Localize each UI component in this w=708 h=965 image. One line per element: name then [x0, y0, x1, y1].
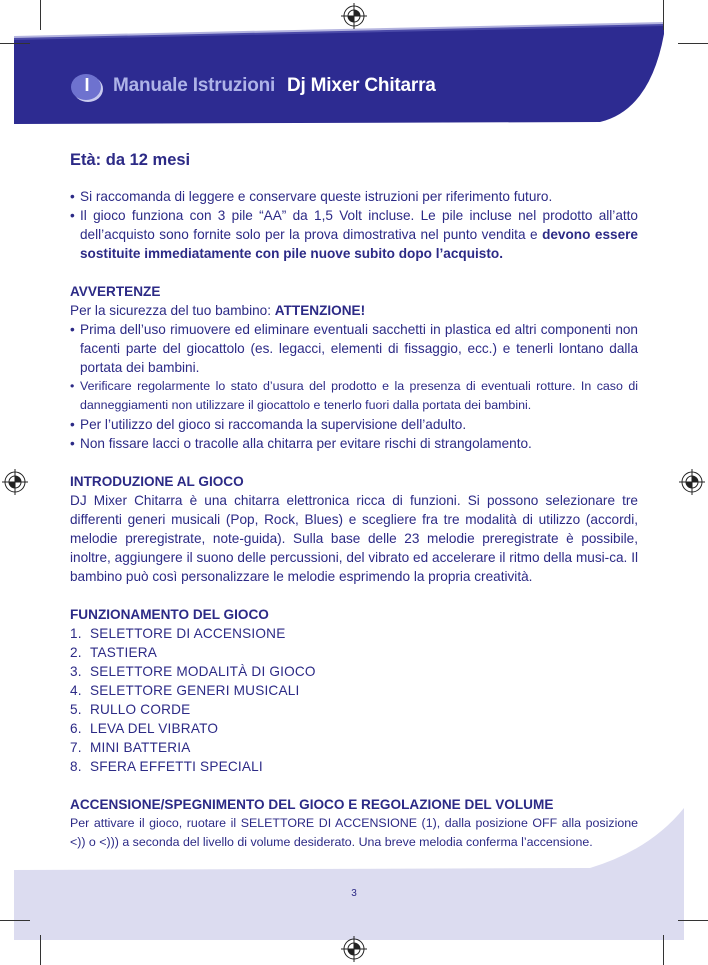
registration-mark-icon — [341, 936, 367, 962]
function-title: FUNZIONAMENTO DEL GIOCO — [70, 607, 269, 622]
registration-mark-icon — [2, 469, 28, 495]
list-item: 8. SFERA EFFETTI SPECIALI — [70, 759, 263, 774]
crop-mark — [663, 935, 664, 965]
registration-mark-icon — [341, 3, 367, 29]
warnings-title: AVVERTENZE — [70, 284, 161, 299]
list-item: 6. LEVA DEL VIBRATO — [70, 721, 219, 736]
crop-mark — [40, 0, 41, 30]
registration-mark-icon — [679, 469, 705, 495]
crop-mark — [0, 920, 30, 921]
age-heading: Età: da 12 mesi — [70, 151, 191, 169]
warnings-lead: Per la sicurezza del tuo bambino: ATTENZIONE! — [70, 303, 366, 318]
crop-mark — [663, 0, 664, 30]
product-title: Dj Mixer Chitarra — [287, 75, 436, 96]
list-item: 3. SELETTORE MODALITÀ DI GIOCO — [70, 664, 316, 679]
language-badge-label: I — [84, 75, 90, 95]
warning-item: • Verificare regolarmente lo stato d’usura del prodotto e la presenza di eventuali rotture. In caso di danneggiamenti non utilizzare il giocattolo e tenerlo fuori dalla portata dei bambini. — [70, 377, 638, 415]
list-item: 5. RULLO CORDE — [70, 702, 191, 717]
power-title: ACCENSIONE/SPEGNIMENTO DEL GIOCO E REGOLAZIONE DEL VOLUME — [70, 797, 554, 812]
crop-mark — [40, 935, 41, 965]
list-item: 4. SELETTORE GENERI MUSICALI — [70, 683, 300, 698]
intro-bullet: • Si raccomanda di leggere e conservare queste istruzioni per riferimento futuro. — [70, 187, 638, 206]
power-paragraph: Per attivare il gioco, ruotare il SELETTORE DI ACCENSIONE (1), dalla posizione OFF alla posizione <)) o <))) a seconda del livello di volume desiderato. Una breve melodia conferma l’accensione. — [70, 816, 638, 849]
intro-paragraph: DJ Mixer Chitarra è una chitarra elettronica ricca di funzioni. Si possono selezionare tre differenti generi musicali (Pop, Rock, Blues) e scegliere fra tre modalità di utilizzo (accordi, melodie preregistrate, note-guida). Sulla base delle 23 melodie preregistrate è possibile, inoltre, aggiungere il suono delle percussioni, del vibrato ed accelerare il ritmo della musi-ca. Il bambino può così personalizzare le melodie esprimendo la propria creatività. — [70, 493, 638, 584]
document-body — [70, 150, 638, 852]
manual-label: Manuale Istruzioni — [113, 75, 276, 96]
list-item: 1. SELETTORE DI ACCENSIONE — [70, 626, 286, 641]
list-item: 7. MINI BATTERIA — [70, 740, 191, 755]
crop-mark — [0, 43, 30, 44]
intro-bullet: • Il gioco funziona con 3 pile “AA” da 1,5 Volt incluse. Le pile incluse nel prodotto all’atto dell’acquisto sono fornite solo per la prova dimostrativa nel punto vendita e devono essere sostituite immediatamente con pile nuove subito dopo l’acquisto. — [70, 206, 638, 263]
list-item: 2. TASTIERA — [70, 645, 158, 660]
warning-item: • Prima dell’uso rimuovere ed eliminare eventuali sacchetti in plastica ed altri componenti non facenti parte del giocattolo (es. legacci, elementi di fissaggio, ecc.) e tenerli lontano dalla portata dei bambini. — [70, 320, 638, 377]
intro-title: INTRODUZIONE AL GIOCO — [70, 474, 244, 489]
page-number: 3 — [351, 888, 357, 899]
crop-mark — [678, 920, 708, 921]
warning-item: • Per l’utilizzo del gioco si raccomanda la supervisione dell’adulto. — [70, 415, 638, 434]
crop-mark — [678, 43, 708, 44]
components-list — [70, 624, 638, 776]
battery-warning-bold: devono essere sostituite immediatamente con pile nuove subito dopo l’acquisto. — [80, 227, 638, 261]
warning-item: • Non fissare lacci o tracolle alla chitarra per evitare rischi di strangolamento. — [70, 434, 638, 453]
